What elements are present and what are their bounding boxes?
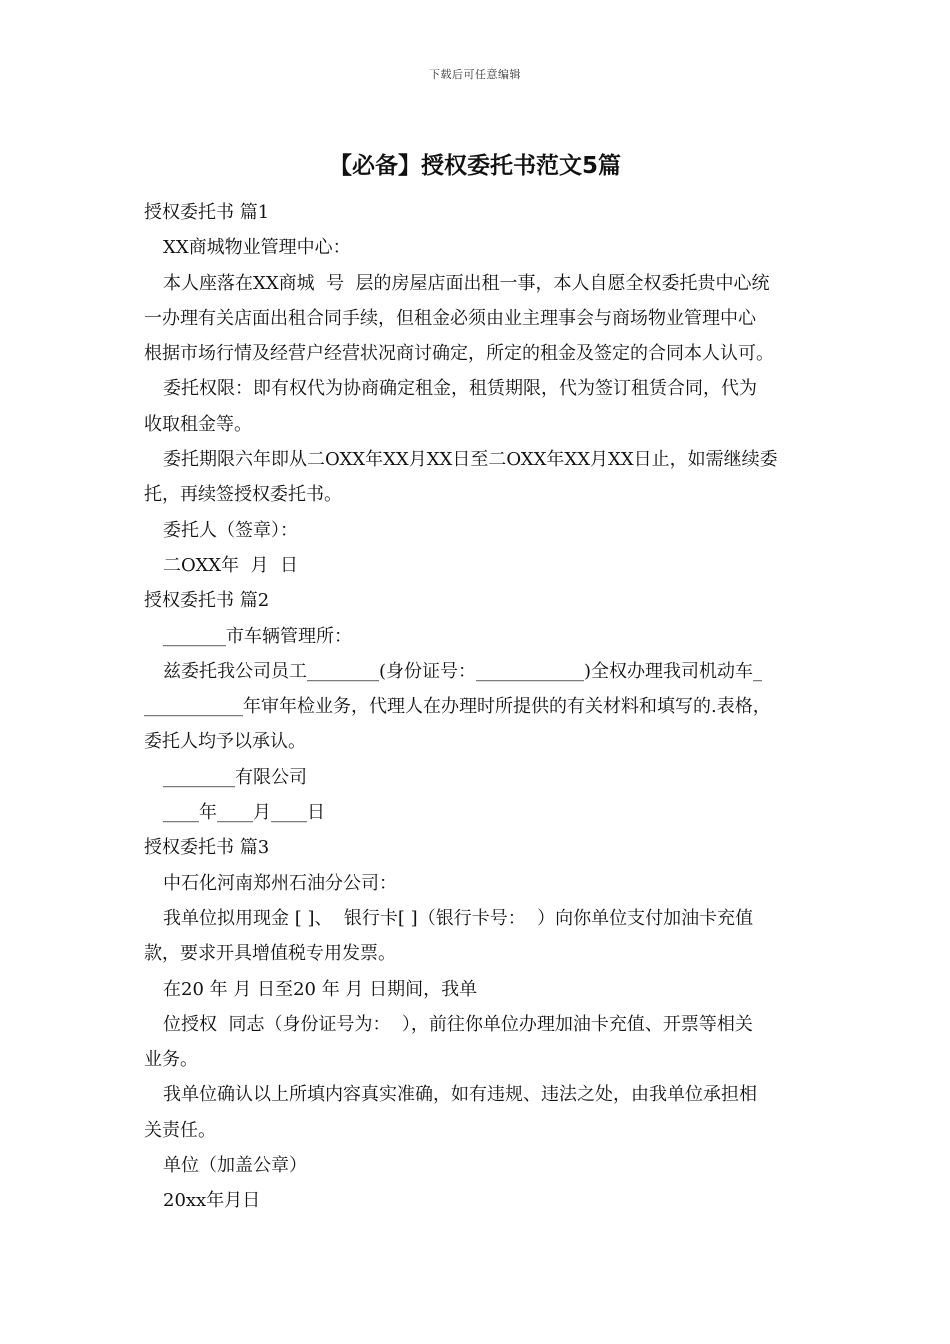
text-line: 我单位确认以上所填内容真实准确，如有违规、违法之处，由我单位承担相 [163,1084,757,1106]
text-line: _______市车辆管理所： [163,625,352,647]
text-line: 兹委托我公司员工________(身份证号：____________)全权办理我司机动车_ [163,660,763,682]
text-line: ____年____月____日 [163,802,325,824]
document-body [144,195,816,1219]
header-note: 下载后可任意编辑 [429,68,521,81]
text-line: ___________年审年检业务，代理人在办理时所提供的有关材料和填写的.表格， [144,696,771,718]
text-line: 单位（加盖公章） [163,1155,307,1177]
text-line: 委托权限：即有权代为协商确定租金，租赁期限，代为签订租赁合同，代为 [163,378,757,400]
text-line: ________有限公司 [163,766,307,788]
text-line: 一办理有关店面出租合同手续，但租金必须由业主理事会与商场物业管理中心 [144,307,756,329]
document-title: 【必备】授权委托书范文5篇 [328,153,621,179]
text-line: 本人座落在XX商城 号 层的房屋店面出租一事，本人自愿全权委托贵中心统 [163,272,770,294]
text-line: 关责任。 [144,1119,216,1141]
text-line: 委托人均予以承认。 [144,731,306,753]
text-line: 委托人（签章）： [163,519,298,541]
text-line: XX商城物业管理中心： [163,237,351,259]
text-line: 位授权 同志（身份证号为： ），前往你单位办理加油卡充值、开票等相关 [163,1013,753,1035]
text-line: 中石化河南郑州石油分公司： [163,872,397,894]
text-line: 业务。 [144,1049,198,1071]
text-line: 根据市场行情及经营户经营状况商讨确定，所定的租金及签定的合同本人认可。 [144,343,774,365]
text-line: 款，要求开具增值税专用发票。 [144,943,396,965]
text-line: 委托期限六年即从二OXX年XX月XX日至二OXX年XX月XX日止，如需继续委 [163,449,778,471]
text-line: 在20 年 月 日至20 年 月 日期间，我单 [163,978,478,1000]
section-heading: 授权委托书 篇1 [144,202,270,223]
text-line: 收取租金等。 [144,413,252,435]
text-line: 二OXX年 月 日 [163,554,298,576]
section-heading: 授权委托书 篇2 [144,590,270,612]
text-line: 我单位拟用现金 [ ]、 银行卡[ ]（银行卡号： ）向你单位支付加油卡充值 [163,907,754,929]
text-line: 托，再续签授权委托书。 [144,484,342,506]
text-line: 20xx年月日 [163,1190,261,1212]
section-heading: 授权委托书 篇3 [144,837,270,859]
